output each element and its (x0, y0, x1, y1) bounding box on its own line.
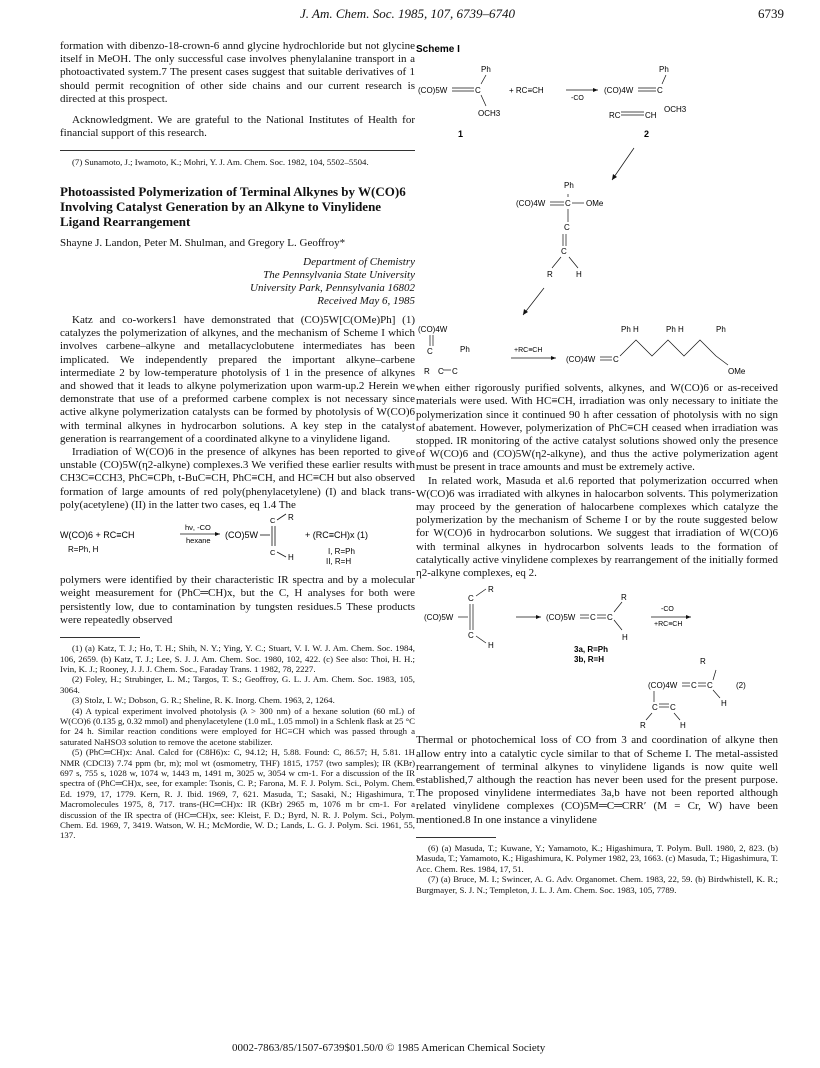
svg-text:+RC≡CH: +RC≡CH (514, 347, 543, 354)
footnote-5: (5) (PhC═CH)x: Anal. Calcd for (C8H6)x: C, 94.12; H, 5.88. Found: C, 86.57; H, 5.81. 1H NMR (CDCl3) 7.74 ppm (br, m); mol wt (osmometry, THF) 1815, 1757 (two samples); IR (KBr) 697 s, 755 s, 1028 w, 1074 w, 1443 m, 1491 m, 3025 w, 3054 w cm-1. For a discussion of the IR spectra of (PhC═CH)x, see, for example: Tsonis, C. P.; Farona, M. F. J. Polym. Sci., Polym. Chem. Ed. 1979, 17, 1779. Kern, R. J. Ibid. 1969, 7, 621. Masuda, T.; Sasaki, N.; Higashimura, T. Macromolecules 1975, 8, 717. trans-(HC═CH)x: IR (KBr) 2965 m, 1076 m br cm-1. For a discussion of the IR spectra of (HC═CH)x, see: Kleist, F. D.; Byrd, N. R. J. Polym. Sci., Polym. Chem. Ed. 1969, 7, 3419. Watson, W. H.; McMordie, W. D.; Lands, L. G. J. Polym. Sci. 1961, 55, 137. (60, 747, 415, 841)
svg-text:C: C (691, 681, 697, 691)
body-paragraph-1: Katz and co-workers1 have demonstrated that (CO)5W[C(OMe)Ph] (1) catalyzes the polymerization of alkynes, and the mechanism of Scheme I which involves carbene–alkyne and metallacyclobutene intermediates has been implicated. We independently prepared the important alkyne–carbene intermediate 2 by low-temperature photolysis of 1 in the presence of alkynes and showed that it leads to alkyne polymerization upon warm-up.2 Herein we demonstrate that use of a preformed carbene complex is not necessary since active alkyne polymerization catalysts can be formed by photolysis of W(CO)6 with terminal alkynes in hydrocarbon solutions. A key step in the catalyst generation is rearrangement of a coordinated alkyne to a vinylidene ligand. (60, 314, 415, 445)
acknowledgment: Acknowledgment. We are grateful to the National Institutes of Health for financial support of this research. (60, 114, 415, 140)
svg-text:C: C (565, 199, 571, 208)
svg-text:RC: RC (609, 111, 621, 120)
intro-paragraph: formation with dibenzo-18-crown-6 annd glycine hydrochloride but not glycine itself in MeOH. The only successful case involves phenylalanine transport in a photoactivated system.7 The present cases suggest that suitable derivatives of 1 should permit recognition of other side chains and our current research is directed at this prospect. (60, 40, 415, 105)
svg-text:H: H (488, 641, 494, 651)
svg-text:Ph: Ph (481, 65, 491, 74)
svg-text:OMe: OMe (586, 199, 604, 208)
eq2-number: (2) (736, 681, 746, 691)
svg-text:R: R (621, 593, 627, 603)
svg-text:H: H (622, 633, 628, 643)
svg-text:C: C (652, 703, 658, 713)
footnote-divider-right (416, 837, 496, 838)
affil-dept: Department of Chemistry (303, 256, 415, 269)
svg-text:(CO)4W: (CO)4W (418, 325, 448, 334)
received-date: Received May 6, 1985 (317, 295, 415, 308)
svg-text:CH: CH (645, 111, 657, 120)
svg-text:C: C (475, 86, 481, 95)
divider (60, 150, 415, 151)
footnote-3: (3) Stolz, I. W.; Dobson, G. R.; Sheline, R. K. Inorg. Chem. 1963, 2, 1264. (72, 695, 335, 706)
svg-text:(CO)5W: (CO)5W (546, 613, 576, 623)
body-paragraph-3: polymers were identified by their characteristic IR spectra and by a molecular weight measurement for (PhC═CH)x, but the C, H analyses for both were persistently low, due to contamination by tungsten residues.5 These products were repeatedly observed (60, 574, 415, 626)
right-paragraph-2: In related work, Masuda et al.6 reported that polymerization occurred when W(CO)6 was irradiated with alkynes in halocarbon solvents. This polymerization may proceed by the generation of halocarbene complexes which catalyze the polymerization by the mechanism of Scheme I or by the route suggested below for W(CO)6 in hydrocarbon solutions. We suggest that irradiation of W(CO)6 with terminal alkynes in hydrocarbon solvents leads to the formation of catalytically active vinylidene complexes by rearrangement of the initially formed η2-alkyne complexes, eq 2. (416, 474, 778, 580)
svg-text:C: C (607, 613, 613, 623)
affiliation (60, 256, 415, 308)
svg-text:R: R (424, 367, 430, 376)
svg-text:OMe: OMe (728, 367, 746, 376)
svg-text:(CO)4W: (CO)4W (516, 199, 546, 208)
svg-text:-CO: -CO (661, 606, 674, 614)
footnote-divider (60, 637, 140, 638)
svg-text:(CO)5W: (CO)5W (418, 86, 448, 95)
journal-header: J. Am. Chem. Soc. 1985, 107, 6739–6740 (300, 6, 515, 21)
svg-text:Ph: Ph (564, 181, 574, 190)
svg-text:(CO)5W: (CO)5W (424, 613, 454, 623)
eq1-label-I: I, R=Ph (328, 547, 355, 557)
authors: Shayne J. Landon, Peter M. Shulman, and Gregory L. Geoffroy* (60, 236, 346, 249)
eq1-polymer: + (RC≡CH)x (1) (305, 530, 368, 541)
svg-text:C: C (561, 247, 567, 256)
footnote-2: (2) Foley, H.; Strubinger, L. M.; Targos, T. S.; Geoffroy, G. L. J. Am. Chem. Soc. 1983, 105, 3064. (60, 674, 415, 695)
right-column (416, 40, 778, 895)
svg-text:C: C (657, 86, 663, 95)
svg-text:C: C (427, 347, 433, 356)
equation-2 (416, 580, 778, 730)
svg-text:Ph H: Ph H (666, 325, 684, 334)
svg-text:Ph H: Ph H (621, 325, 639, 334)
svg-text:C: C (468, 631, 474, 641)
eq1-condition-bottom: hexane (186, 536, 211, 546)
footnote-4: (4) A typical experiment involved photolysis (λ > 300 nm) of a hexane solution (60 mL) of W(CO)6 (0.135 g, 0.32 mmol) and phenylacetylene (1.0 mL, 1.05 mmol) in a Schlenk flask at 25 °C for 24 h. Similar reaction conditions were employed for HC≡CH which was passed through a saturated NaHSO3 solution to remove the acetone stabilizer. (60, 705, 415, 747)
eq2-label-3b: 3b, R=H (574, 655, 605, 665)
svg-text:C: C (590, 613, 596, 623)
body-paragraph-2: Irradiation of W(CO)6 in the presence of alkynes has been reported to give unstable (CO)5W(η2-alkyne) complexes.3 We verified these earlier results with CH3C≡CCH3, PhC≡CPh, t-BuC≡CH, PhC≡CH, and HC≡CH but also observed formation of large amounts of red poly(phenylacetylene) (I) and black trans-poly(acetylene) (II) in the latter two cases, eq 1.4 The (60, 446, 415, 511)
affil-city: University Park, Pennsylvania 16802 (250, 282, 415, 295)
svg-text:H: H (680, 721, 686, 731)
footnote-6: (6) (a) Masuda, T.; Kuwane, Y.; Yamamoto, K.; Higashimura, T. Polym. Bull. 1980, 2, 823. (b) Masuda, T.; Yamamoto, K.; Higashimura, K. Polymer 1982, 23, 1663. (c) Masuda, T.; Higashimura, T. Acc. Chem. Res. 1984, 17, 51. (416, 842, 778, 874)
eq1-h: H (288, 553, 294, 563)
compound-2-label: 2 (644, 129, 650, 139)
footnote-7: (7) Sunamoto, J.; Iwamoto, K.; Mohri, Y. J. Am. Chem. Soc. 1982, 104, 5502–5504. (72, 157, 369, 168)
footnote-1: (1) (a) Katz, T. J.; Ho, T. H.; Shih, N. Y.; Ying, Y. C.; Stuart, V. I. W. J. Am. Chem. Soc. 1984, 106, 2659. (b) Katz, T. J.; Lee, S. J. J. Am. Chem. Soc. 1980, 102, 422. (c) See also: Thoi, H. H.; Ivin, K. J.; Rooney, J. J. J. Chem. Soc., Faraday Trans. 1 1982, 78, 2227. (60, 643, 415, 674)
eq1-substituent: R=Ph, H (68, 545, 99, 555)
svg-text:R: R (547, 270, 553, 279)
eq1-lhs: W(CO)6 + RC≡CH (60, 530, 135, 541)
svg-text:Ph: Ph (716, 325, 726, 334)
footnote-7b: (7) (a) Bruce, M. I.; Swincer, A. G. Adv. Organomet. Chem. 1983, 22, 59. (b) Birdwhistell, K. R.; Burgmayer, S. J. N.; Templeton, J. L. J. Am. Chem. Soc. 1983, 105, 7789. (416, 874, 778, 895)
svg-text:+ RC≡CH: + RC≡CH (509, 86, 544, 95)
svg-text:Ph: Ph (460, 345, 470, 354)
right-paragraph-3: Thermal or photochemical loss of CO from 3 and coordination of alkyne then allow entry into a catalytic cycle similar to that of Scheme I. The metal-assisted rearrangement of terminal alkynes to vinylidene ligands is now quite well established,7 although the reaction has never been used for the present purpose. The proposed vinylidene intermediates 3a,b have not been reported although related vinylidene complexes (CO)5M═C═CRR′ (M = Cr, W) have been mentioned.8 In one instance a vinylidene (416, 734, 778, 826)
svg-text:(CO)4W: (CO)4W (648, 681, 678, 691)
svg-text:(CO)4W: (CO)4W (604, 86, 634, 95)
svg-text:+RC≡CH: +RC≡CH (654, 621, 683, 629)
eq1-r: R (288, 513, 294, 523)
eq1-product-w: (CO)5W (225, 530, 258, 541)
svg-text:C: C (613, 355, 619, 364)
svg-text:R: R (700, 657, 706, 667)
svg-text:H: H (576, 270, 582, 279)
left-column (60, 40, 415, 841)
compound-1-label: 1 (458, 129, 464, 139)
equation-1 (60, 512, 415, 570)
svg-text:(CO)4W: (CO)4W (566, 355, 596, 364)
svg-text:R: R (488, 585, 494, 595)
svg-text:C: C (270, 516, 276, 526)
copyright-footer: 0002-7863/85/1507-6739$01.50/0 © 1985 American Chemical Society (232, 1042, 546, 1054)
svg-text:C: C (670, 703, 676, 713)
svg-text:-CO: -CO (571, 95, 584, 102)
svg-text:C: C (707, 681, 713, 691)
eq2-label-3a: 3a, R=Ph (574, 645, 609, 655)
svg-text:R: R (640, 721, 646, 731)
page-number: 6739 (758, 6, 784, 21)
article-title: Photoassisted Polymerization of Terminal Alkynes by W(CO)6 Involving Catalyst Generation by an Alkyne to Vinylidene Ligand Rearrangement (60, 183, 406, 229)
eq1-label-II: II, R=H (326, 557, 352, 567)
svg-text:C: C (468, 594, 474, 604)
right-paragraph-1: when either rigorously purified solvents, alkynes, and W(CO)6 or as-received materials were used. With HC≡CH, irradiation was only necessary to initiate the polymerization since it continued 90 h after cessation of photolysis with no sign of abatement. However, polymerization of PhC≡CH ceased when irradiation was stopped. IR monitoring of the active catalyst solutions showed only the presence of W(CO)6 and (CO)5W(η2-alkyne), and thus the active polymerization agent must be present in trace amounts and must be extremely active. (416, 382, 778, 474)
svg-text:H: H (721, 699, 727, 709)
svg-text:C: C (438, 367, 444, 376)
svg-text:Ph: Ph (659, 65, 669, 74)
scheme-title: Scheme I (416, 44, 460, 55)
svg-text:OCH3: OCH3 (664, 105, 687, 114)
scheme-1 (416, 40, 778, 378)
svg-text:C: C (564, 223, 570, 232)
svg-text:OCH3: OCH3 (478, 109, 501, 118)
svg-text:C: C (270, 548, 276, 558)
svg-text:C: C (452, 367, 458, 376)
eq1-condition-top: hν, -CO (185, 523, 211, 533)
affil-univ: The Pennsylvania State University (263, 269, 415, 282)
